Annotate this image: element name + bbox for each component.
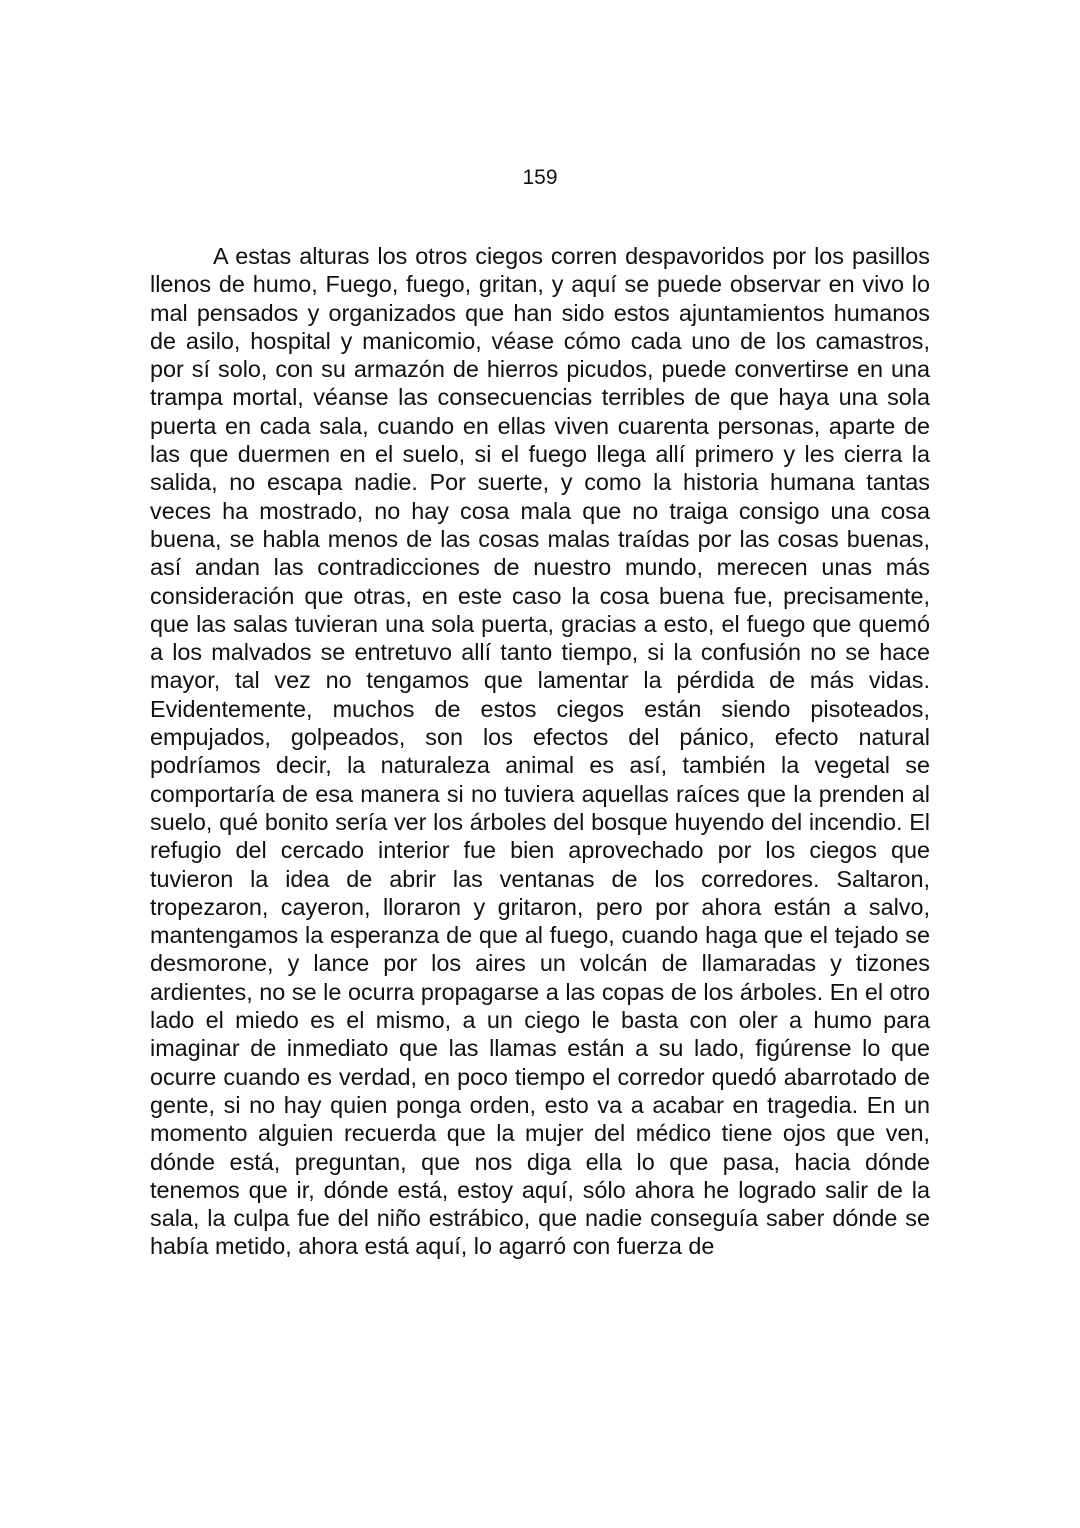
- page-number: 159: [522, 166, 558, 189]
- body-paragraph: A estas alturas los otros ciegos corren despavoridos por los pasillos llenos de humo, Fuego, fuego, gritan, y aquí se puede observar en vivo lo mal pensados y organizados que han sido estos ajuntamientos humanos de asilo, hospital y manicomio, véase cómo cada uno de los camastros, por sí solo, con su armazón de hierros picudos, puede convertirse en una trampa mortal, véanse las consecuencias terribles de que haya una sola puerta en cada sala, cuando en ellas viven cuarenta personas, aparte de las que duermen en el suelo, si el fuego llega allí primero y les cierra la salida, no escapa nadie. Por suerte, y como la historia humana tantas veces ha mostrado, no hay cosa mala que no traiga consigo una cosa buena, se habla menos de las cosas malas traídas por las cosas buenas, así andan las contradicciones de nuestro mundo, merecen unas más consideración que otras, en este caso la cosa buena fue, precisamente, que las salas tuvieran una sola puerta, gracias a esto, el fuego que quemó a los malvados se entretuvo allí tanto tiempo, si la confusión no se hace mayor, tal vez no tengamos que lamentar la pérdida de más vidas. Evidentemente, muchos de estos ciegos están siendo pisoteados, empujados, golpeados, son los efectos del pánico, efecto natural podríamos decir, la naturaleza animal es así, también la vegetal se comportaría de esa manera si no tuviera aquellas raíces que la prenden al suelo, qué bonito sería ver los árboles del bosque huyendo del incendio. El refugio del cercado interior fue bien aprovechado por los ciegos que tuvieron la idea de abrir las ventanas de los corredores. Saltaron, tropezaron, cayeron, lloraron y gritaron, pero por ahora están a salvo, mantengamos la esperanza de que al fuego, cuando haga que el tejado se desmorone, y lance por los aires un volcán de llamaradas y tizones ardientes, no se le ocurra propagarse a las copas de los árboles. En el otro lado el miedo es el mismo, a un ciego le basta con oler a humo para imaginar de inmediato que las llamas están a su lado, figúrense lo que ocurre cuando es verdad, en poco tiempo el corredor quedó abarrotado de gente, si no hay quien ponga orden, esto va a acabar en tragedia. En un momento alguien recuerda que la mujer del médico tiene ojos que ven, dónde está, preguntan, que nos diga ella lo que pasa, hacia dónde tenemos que ir, dónde está, estoy aquí, sólo ahora he logrado salir de la sala, la culpa fue del niño estrábico, que nadie conseguía saber dónde se había metido, ahora está aquí, lo agarró con fuerza de: [150, 243, 930, 1260]
